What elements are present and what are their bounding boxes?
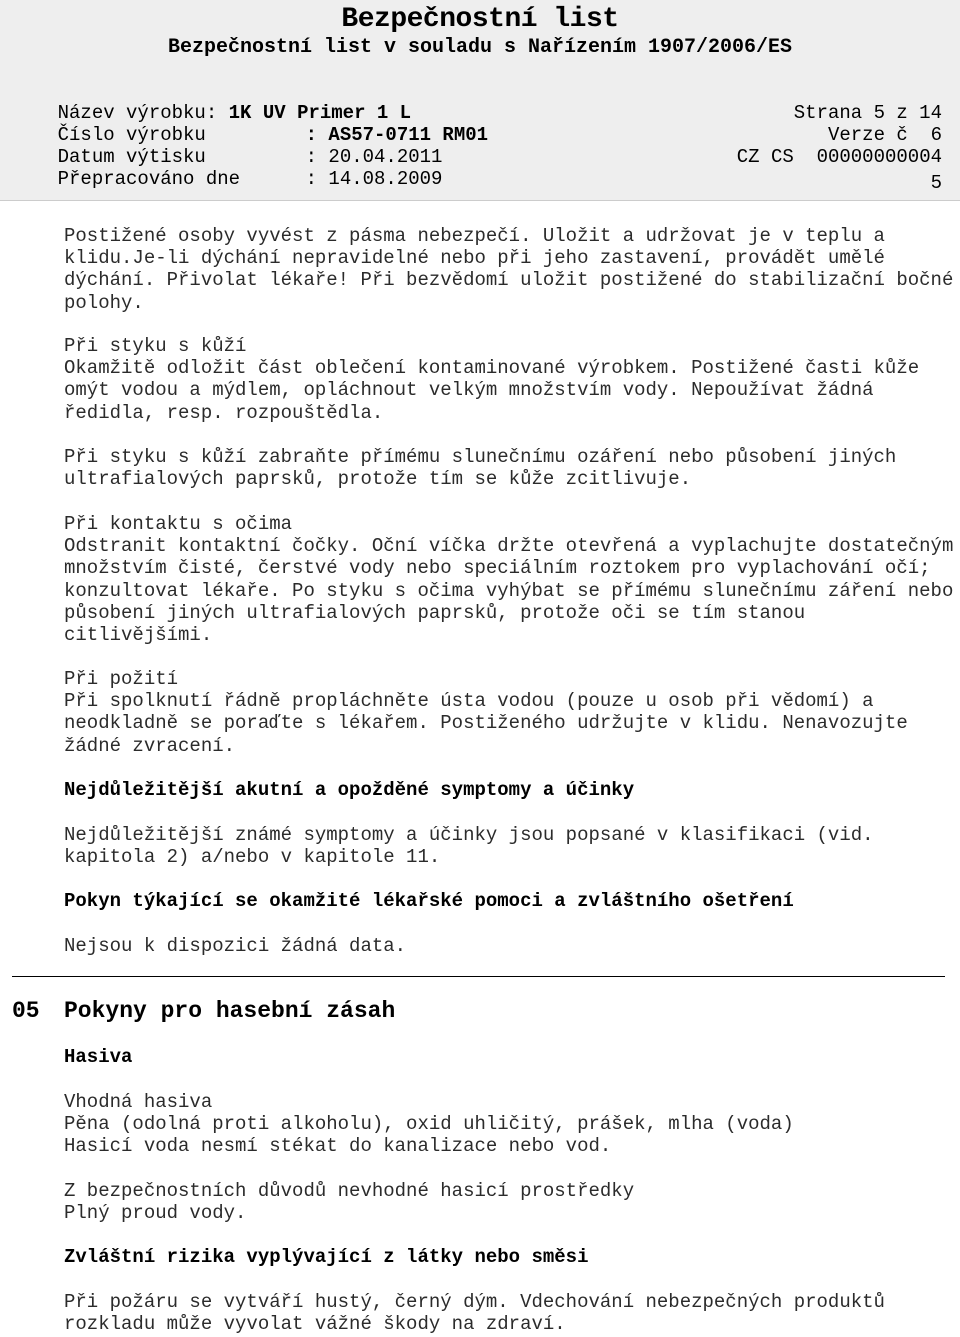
eye-contact-section	[64, 513, 954, 646]
symptoms-heading: Nejdůležitější akutní a opožděné symptomy a účinky	[64, 779, 635, 801]
medical-attention-heading: Pokyn týkající se okamžité lékařské pomoci a zvláštního ošetření	[64, 890, 794, 912]
suitable-media-label: Vhodná hasiva	[64, 1091, 213, 1113]
eye-contact-heading: Při kontaktu s očima	[64, 513, 293, 535]
ingestion-text: Při spolknutí řádně propláchněte ústa vodou (pouze u osob při vědomí) a neodkladně se poraďte s lékařem. Postiženého udržujte v klidu. Nenavozujte žádné zvracení.	[64, 690, 908, 757]
suitable-media-section	[64, 1091, 954, 1158]
page-indicator: Strana 5 z 14	[793, 102, 942, 124]
unsuitable-media-label: Z bezpečnostních důvodů nevhodné hasicí prostředky	[64, 1180, 635, 1202]
page-number: 5	[930, 172, 942, 194]
eye-contact-text: Odstranit kontaktní čočky. Oční víčka držte otevřená a vyplachujte dostatečným množstvím čisté, čerstvé vody nebo speciálním roztokem pro vyplachování očí; konzultovat lékaře. Po styku s očima vyhýbat se přímému slunečnímu záření nebo působení jiných ultrafialových paprsků, protože oči se tím stanou citlivějšími.	[64, 535, 954, 647]
special-hazards-heading: Zvláštní rizika vyplývající z látky nebo směsi	[64, 1246, 589, 1268]
print-date: : 20.04.2011	[305, 146, 443, 168]
product-name-label: Název výrobku:	[57, 102, 218, 124]
product-number: : AS57-0711 RM01	[305, 124, 489, 146]
print-date-label: Datum výtisku	[57, 146, 206, 168]
first-aid-paragraph: Postižené osoby vyvést z pásma nebezpečí. Uložit a udržovat je v teplu a klidu.Je-li dýchání nepravidelné nebo při jeho zastavení, provádět umělé dýchání. Přivolat lékaře! Při bezvědomí uložit postižené do stabilizační bočné polohy.	[64, 225, 954, 314]
product-number-label: Číslo výrobku	[57, 124, 206, 146]
unsuitable-media-section	[64, 1180, 954, 1224]
ingestion-heading: Při požití	[64, 668, 179, 690]
skin-contact-text: Okamžitě odložit část oblečení kontaminované výrobkem. Postižené časti kůže omýt vodou a mýdlem, opláchnout velkým množstvím vody. Nepoužívat žádná ředidla, resp. rozpouštědla.	[64, 357, 920, 424]
symptoms-text: Nejdůležitější známé symptomy a účinky jsou popsané v klasifikaci (vid. kapitola 2) a/nebo v kapitole 11.	[64, 824, 874, 869]
skin-contact-section	[64, 335, 954, 424]
medical-attention-text: Nejsou k dispozici žádná data.	[64, 935, 407, 957]
unsuitable-media-text: Plný proud vody.	[64, 1202, 247, 1225]
document-header	[0, 0, 960, 201]
suitable-media-text: Pěna (odolná proti alkoholu), oxid uhličitý, prášek, mlha (voda)	[64, 1113, 794, 1136]
document-subtitle: Bezpečnostní list v souladu s Nařízením 1907/2006/ES	[167, 36, 793, 59]
product-name: 1K UV Primer 1 L	[228, 102, 412, 124]
extinguishing-media-heading: Hasiva	[64, 1046, 133, 1068]
special-hazards-text: Při požáru se vytváří hustý, černý dým. Vdechování nebezpečných produktů rozkladu může vyvolat vážné škody na zdraví.	[64, 1291, 885, 1336]
revised-label: Přepracováno dne	[57, 168, 241, 190]
section-number: 05	[12, 998, 40, 1024]
section-title: Pokyny pro hasební zásah	[64, 998, 396, 1024]
skin-uv-paragraph: Při styku s kůží zabraňte přímému slunečnímu ozáření nebo působení jiných ultrafialových paprsků, protože tím se kůže zcitlivuje.	[64, 446, 897, 491]
revised-date: : 14.08.2009	[305, 168, 443, 190]
version: Verze č 6	[827, 124, 942, 146]
revised-row	[12, 146, 942, 190]
country-code: CZ CS 00000000004	[736, 146, 942, 168]
section-divider	[12, 976, 945, 977]
suitable-media-note: Hasicí voda nesmí stékat do kanalizace nebo vod.	[64, 1135, 612, 1158]
document-title: Bezpečnostní list	[341, 4, 619, 35]
skin-contact-heading: Při styku s kůží	[64, 335, 247, 357]
ingestion-section	[64, 668, 954, 757]
